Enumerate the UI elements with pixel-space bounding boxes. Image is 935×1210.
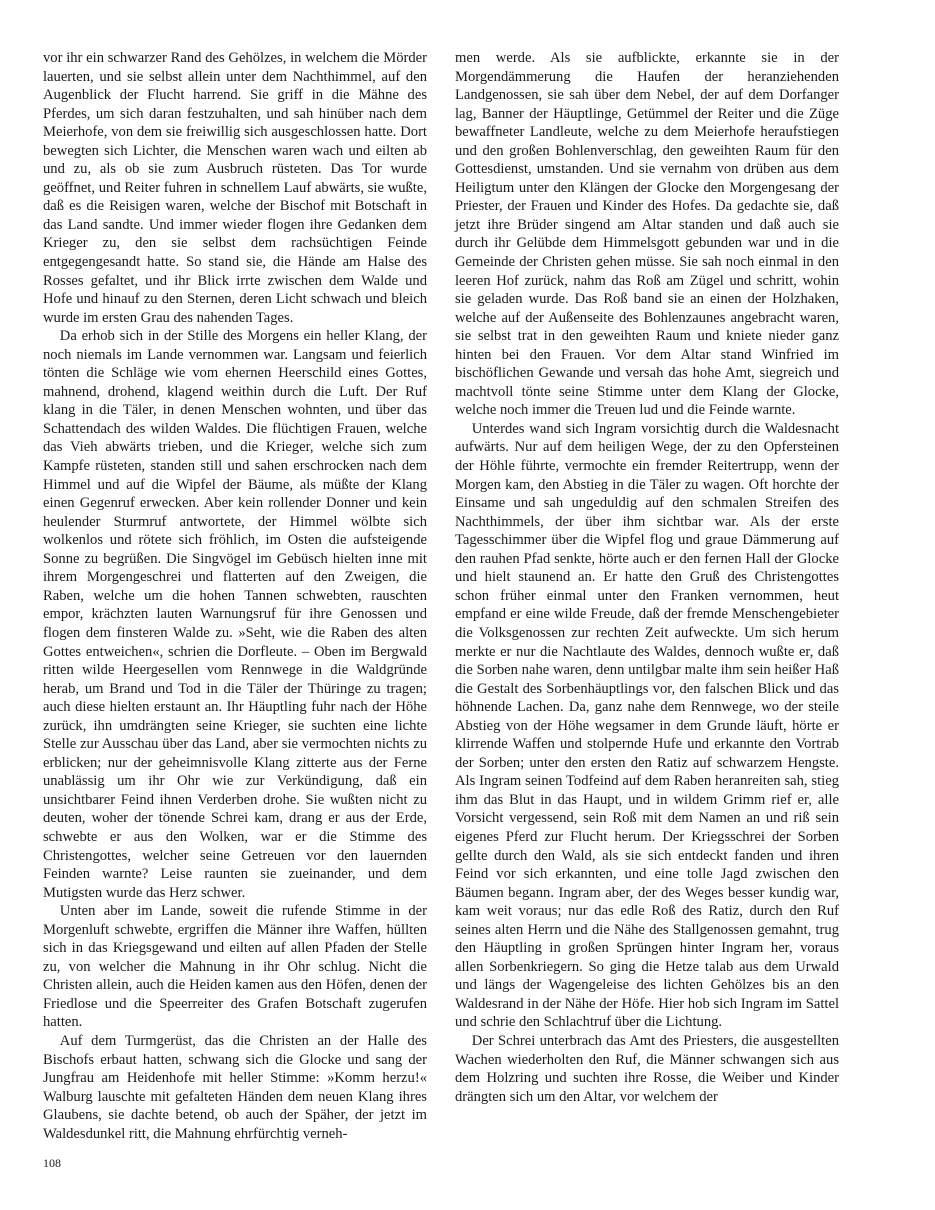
paragraph: Da erhob sich in der Stille des Morgens ein heller Klang, der noch niemals im Lande vernommen war. Langsam und feierlich tönten die Schläge wie vom ehernen Heerschild eines Gottes, mahnend, drohend, klagend weithin durch die Luft. Der Ruf klang in die Täler, in denen Menschen wohnten, und über das Schattendach des wilden Waldes. Die flüchtigen Frauen, welche das Vieh abwärts trieben, und die Krieger, welche sich zum Kampfe rüsteten, standen still und sahen erschrocken nach dem Himmel und auf die Wipfel der Bäume, als müßte der Klang einen Gegenruf erwecken. Aber kein rollender Donner und kein heulender Sturmruf antwortete, der Himmel wölbte sich wolkenlos und rötete sich fröhlich, im Osten die aufsteigende Sonne zu begrüßen. Die Singvögel im Gebüsch hielten inne mit ihrem Morgengeschrei und flatterten auf den Zweigen, die Raben, welche um die hohen Tannen schwebten, rauschten empor, krächzten lauten Warnungsruf für ihre Genossen und flogen dem finsteren Walde zu. »Seht, wie die Raben des alten Gottes entweichen«, schrien die Dorfleute. – Oben im Bergwald ritten wilde Heergesellen vom Rennwege in die Waldgründe herab, um Brand und Tod in die Täler der Thüringe zu tragen; auch diese hielten erstaunt an. Ihr Häuptling fuhr nach der Höhe zurück, ihn umdrängten seine Krieger, sie suchten eine lichte Stelle zur Ausschau über das Land, aber sie vermochten nichts zu erblicken; nur der geheimnisvolle Klang zitterte aus der Ferne unablässig um ihr Ohr wie zur Verkündigung, daß ein unsichtbarer Feind ihnen Verderben drohe. Sie wußten nicht zu deuten, woher der tönende Schrei kam, drang er aus der Erde, schwebte er aus den Wolken, war er die Stimme des Christengottes, welcher seine Getreuen vor den lauernden Feinden warnte? Leise raunten sie zueinander, und dem Mutigsten wurde das Herz schwer. — [43, 328, 427, 901]
paragraph: vor ihr ein schwarzer Rand des Gehölzes, in welchem die Mörder lauerten, und sie selbst allein unter dem Nachthimmel, auf den Augenblick der Flucht harrend. Sie griff in die Mähne des Pferdes, um sich daran festzuhalten, und sah hinüber nach dem Meierhofe, von dem sie freiwillig sich ausgeschlossen hatte. Dort bewegten sich Lichter, die Menschen waren wach und eilten ab und zu, als ob sie zum Ausbruch rüsteten. Das Tor wurde geöffnet, und Reiter fuhren in schnellem Lauf abwärts, sie wußte, daß es die Reisigen waren, welche der Bischof mit Botschaft in das Land sandte. Und immer wieder flogen ihre Gedanken dem Krieger zu, den sie selbst dem rachsüchtigen Feinde entgegengesandt hatte. So stand sie, die Hände am Halse des Rosses gefaltet, und ihr Blick irrte zwischen dem Walde und Hofe und hinauf zu den Sternen, deren Licht schwach und bleich wurde im ersten Grau des nahenden Tages. — [43, 50, 427, 326]
right-column — [455, 49, 839, 1106]
paragraph: Auf dem Turmgerüst, das die Christen an der Halle des Bischofs erbaut hatten, schwang sich die Glocke und sang der Jungfrau am Heidenhofe mit heller Stimme: »Komm herzu!« Walburg lauschte mit gefalteten Händen dem neuen Klang ihres Glaubens, sie dachte betend, ob auch der Späher, der jetzt im Waldesdunkel ritt, die Mahnung ehrfürchtig verneh- — [43, 1032, 427, 1142]
paragraph: men werde. Als sie aufblickte, erkannte sie in der Morgendämmerung die Haufen der heranziehenden Landgenossen, sie sah über dem Nebel, der auf dem Dorfanger lag, Banner der Häuptlinge, Getümmel der Reiter und die Züge bewaffneter Landleute, welche zu dem Meierhofe heraufstiegen und den großen Bohlenverschlag, den geweihten Raum für den Gottesdienst, umstanden. Und sie vernahm von drüben aus dem Heiligtum unter den Klängen der Glocke den Morgengesang der Priester, der Frauen und Kinder des Hofes. Da gedachte sie, daß jetzt ihre Brüder singend am Altar standen und daß auch sie durch ihr Gelübde dem Himmelsgott gebunden war und in die Gemeinde der Christen gehen müsse. Sie sah noch einmal in den leeren Hof zurück, nahm das Roß am Zügel und schritt, wohin sie geladen wurde. Das Roß band sie an einen der Holzhaken, welche auf der Außenseite des Bohlenzaunes angebracht waren, sie selbst trat in den geweihten Raum und kniete nieder ganz hinten bei den Frauen. Vor dem Altar stand Winfried im bischöflichen Gewande und versah das hohe Amt, siegreich und machtvoll tönte seine Stimme unter dem Klang der Glocke, welche noch immer die Treuen lud und die Feinde warnte. — [455, 50, 839, 419]
page-number: 108 — [43, 1156, 61, 1170]
left-column — [43, 49, 427, 1143]
paragraph: Unterdes wand sich Ingram vorsichtig durch die Waldesnacht aufwärts. Nur auf dem heiligen Wege, der zu den Opfersteinen der Höhle führte, vermochte ein fremder Reitertrupp, wenn der Morgen kam, den Abstieg in die Täler zu wagen. Oft horchte der Einsame und sah ungeduldig auf den schmalen Streifen des Nachthimmels, der über ihm sichtbar war. Als der erste Tagesschimmer über die Wipfel flog und graue Dämmerung auf den rauhen Pfad senkte, hörte auch er den fernen Hall der Glocke und hielt staunend an. Er hatte den Gruß des Christengottes schon früher einmal unter den Franken vernommen, heut empfand er eine wilde Freude, daß der fremde Menschengebieter die Volksgenossen zur rechten Zeit aufweckte. Um sich herum merkte er nur die Nachtlaute des Waldes, dennoch wußte er, daß die Sorben nahe waren, denn untilgbar malte ihm sein heißer Haß die Gestalt des Sorbenhäuptlings vor, den falschen Blick und das höhnende Lachen. Da, ganz nahe dem Rennwege, wo der steile Abstieg von der Höhe wegsamer in dem Grunde läuft, hörte er klirrende Waffen und stolpernde Hufe und erkannte den Vortrab der Sorben; unter den ersten den Ratiz auf schwarzem Hengste. Als Ingram seinen Todfeind auf dem Raben heranreiten sah, stieg ihm das Blut in das Haupt, und in wildem Grimm rief er, alle Vorsicht vergessend, sein Roß mit dem Namen an und riß sein eigenes Pferd zur Flucht herum. Der Kriegsschrei der Sorben gellte durch den Wald, als sie sich entdeckt fanden und ihren Feind vor sich erkannten, und eine tolle Jagd zwischen den Bäumen begann. Ingram aber, der des Weges besser kundig war, kam weit voraus; nur das edle Roß des Ratiz, durch den Ruf seines alten Herrn und die Nähe des Stallgenossen gemahnt, trug den Häuptling in großen Sprüngen hinter Ingram her, voraus allen Sorbenkriegern. So ging die Hetze talab aus dem Urwald und längs der Wagengeleise des lichten Gehölzes bis an den Waldesrand in der Nähe der Höfe. Hier hob sich Ingram im Sattel und schrie den Schlachtruf über die Lichtung. — [455, 420, 839, 1031]
paragraph: Unten aber im Lande, soweit die rufende Stimme in der Morgenluft schwebte, ergriffen die Männer ihre Waffen, hüllten sich in das Kriegsgewand und eilten auf allen Pfaden der Stelle zu, von welcher die Mahnung in ihr Ohr schlug. Nicht die Christen allein, auch die Heiden kamen aus den Höfen, denen der Friedlose und die Speerreiter des Grafen Botschaft zugerufen hatten. — [43, 903, 427, 1031]
paragraph: Der Schrei unterbrach das Amt des Priesters, die ausgestellten Wachen wiederholten den Ruf, die Männer schwangen sich aus dem Holzring und suchten ihre Rosse, die Weiber und Kinder drängten sich um den Altar, vor welchem der — [455, 1032, 839, 1105]
